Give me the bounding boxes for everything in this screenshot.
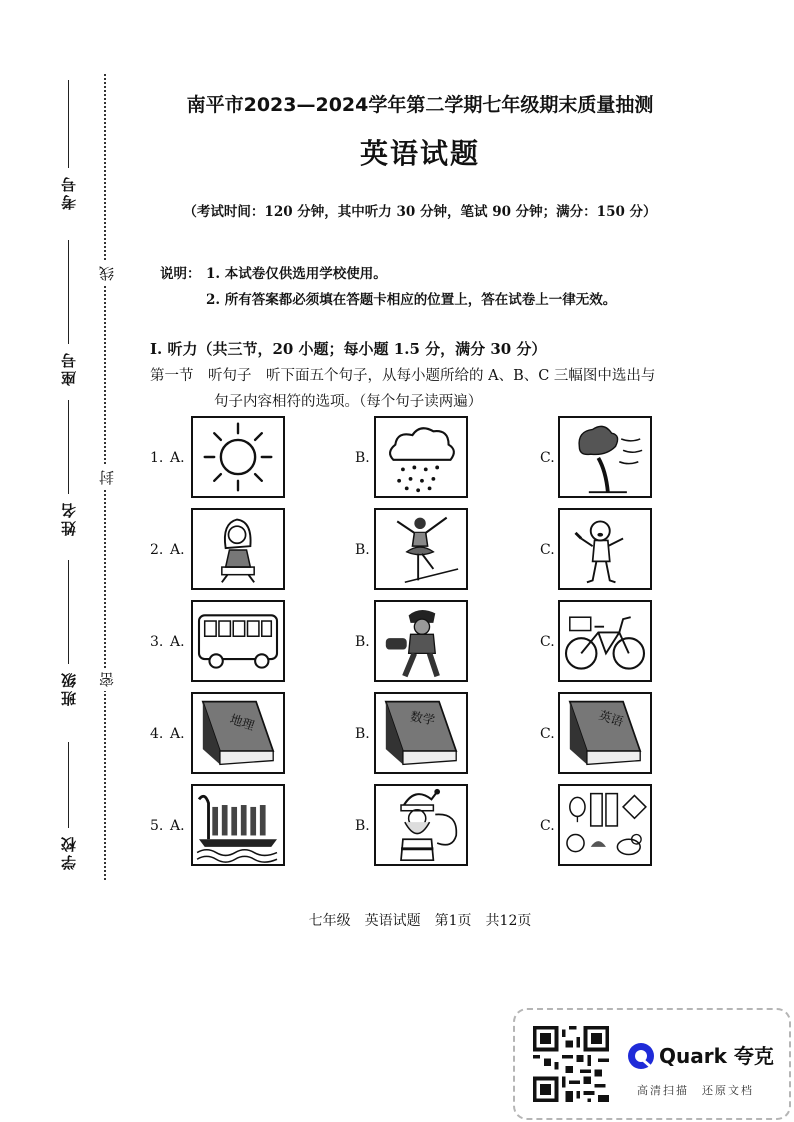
seal-char-seal: 封 bbox=[96, 466, 117, 489]
spring-festival-icon bbox=[560, 786, 650, 864]
book-icon bbox=[376, 694, 466, 772]
option-b-picture[interactable] bbox=[374, 416, 468, 498]
option-a-picture[interactable] bbox=[191, 416, 285, 498]
book-icon bbox=[193, 694, 283, 772]
option-a-label: A. bbox=[170, 634, 185, 650]
rain-cloud-icon bbox=[376, 418, 466, 496]
santa-claus-icon bbox=[376, 786, 466, 864]
option-b-label: B. bbox=[355, 818, 370, 834]
note-item-1: 1. 本试卷仅供选用学校使用。 bbox=[206, 266, 387, 282]
school-field: 学校 bbox=[48, 742, 88, 876]
bus-icon bbox=[193, 602, 283, 680]
boy-singing-icon bbox=[560, 510, 650, 588]
option-c-label: C. bbox=[540, 726, 555, 742]
subject-title: 英语试题 bbox=[359, 137, 480, 170]
option-b-picture[interactable] bbox=[374, 784, 468, 866]
svg-text:数学: 数学 bbox=[409, 709, 437, 728]
class-field: 班级 bbox=[48, 560, 88, 712]
quark-scan-badge bbox=[513, 1008, 791, 1120]
svg-text:地理: 地理 bbox=[228, 712, 257, 734]
seat-number-field: 座号 bbox=[48, 240, 88, 392]
question-number: 5. bbox=[150, 818, 164, 834]
option-c-label: C. bbox=[540, 634, 555, 650]
notes-label: 说明： bbox=[160, 266, 201, 282]
option-a-label: A. bbox=[170, 450, 185, 466]
option-c-label: C. bbox=[540, 450, 555, 466]
badge-tagline: 高清扫描 还原文档 bbox=[637, 1084, 754, 1097]
bicycle-icon bbox=[560, 602, 650, 680]
windy-tree-icon bbox=[560, 418, 650, 496]
option-c-label: C. bbox=[540, 542, 555, 558]
exam-title: 南平市2023—2024学年第二学期七年级期末质量抽测 bbox=[186, 94, 654, 116]
note-item-2: 2. 所有答案都必须填在答题卡相应的位置上，答在试卷上一律无效。 bbox=[206, 292, 617, 308]
quark-logo bbox=[627, 1040, 777, 1072]
option-c-picture[interactable] bbox=[558, 784, 652, 866]
girl-sitting-icon bbox=[193, 510, 283, 588]
question-number: 3. bbox=[150, 634, 164, 650]
option-a-label: A. bbox=[170, 726, 185, 742]
svg-text:Quark 夸克: Quark 夸克 bbox=[659, 1044, 774, 1068]
exam-number-field: 考号 bbox=[48, 80, 88, 216]
option-a-picture[interactable] bbox=[191, 692, 285, 774]
seal-char-secret: 密 bbox=[96, 668, 117, 691]
svg-text:英语: 英语 bbox=[597, 708, 625, 730]
exam-info: （考试时间：120 分钟，其中听力 30 分钟，笔试 90 分钟；满分：150 分） bbox=[183, 204, 657, 220]
page-footer: 七年级 英语试题 第1页 共12页 bbox=[308, 913, 532, 929]
option-c-picture[interactable] bbox=[558, 508, 652, 590]
option-b-picture[interactable] bbox=[374, 692, 468, 774]
option-c-picture[interactable] bbox=[558, 692, 652, 774]
option-c-picture[interactable] bbox=[558, 416, 652, 498]
option-a-picture[interactable] bbox=[191, 508, 285, 590]
dancer-icon bbox=[376, 510, 466, 588]
option-b-label: B. bbox=[355, 542, 370, 558]
option-a-label: A. bbox=[170, 818, 185, 834]
sun-icon bbox=[193, 418, 283, 496]
option-c-picture[interactable] bbox=[558, 600, 652, 682]
option-a-picture[interactable] bbox=[191, 784, 285, 866]
option-b-picture[interactable] bbox=[374, 508, 468, 590]
listening-section-heading: I. 听力（共三节，20 小题；每小题 1.5 分，满分 30 分） bbox=[150, 340, 547, 358]
part-instructions-line1: 第一节 听句子 听下面五个句子，从每小题所给的 A、B、C 三幅图中选出与 bbox=[150, 368, 656, 384]
walking-man-icon bbox=[376, 602, 466, 680]
seal-char-line: 线 bbox=[96, 262, 117, 285]
question-number: 4. bbox=[150, 726, 164, 742]
question-number: 1. bbox=[150, 450, 164, 466]
option-b-label: B. bbox=[355, 726, 370, 742]
dragon-boat-icon bbox=[193, 786, 283, 864]
option-a-picture[interactable] bbox=[191, 600, 285, 682]
option-b-label: B. bbox=[355, 634, 370, 650]
qr-code-icon bbox=[533, 1026, 609, 1102]
book-icon bbox=[560, 694, 650, 772]
option-b-label: B. bbox=[355, 450, 370, 466]
question-number: 2. bbox=[150, 542, 164, 558]
option-c-label: C. bbox=[540, 818, 555, 834]
option-b-picture[interactable] bbox=[374, 600, 468, 682]
part-instructions-line2: 句子内容相符的选项。（每个句子读两遍） bbox=[214, 394, 483, 410]
name-field: 姓名 bbox=[48, 400, 88, 542]
option-a-label: A. bbox=[170, 542, 185, 558]
